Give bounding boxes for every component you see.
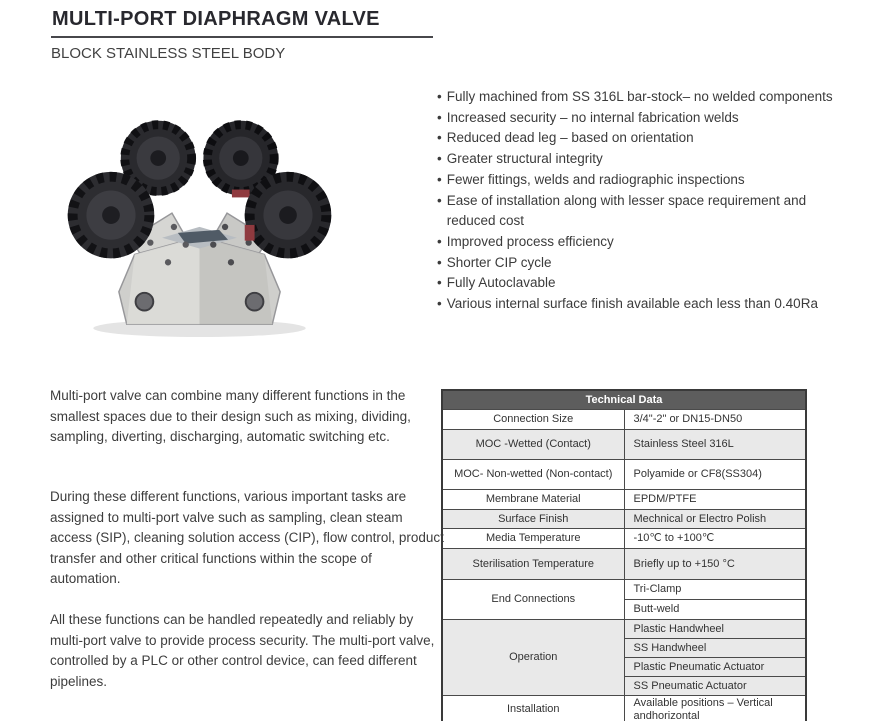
product-image	[52, 98, 347, 346]
feature-text: Greater structural integrity	[446, 151, 603, 167]
table-row	[442, 529, 806, 549]
table-row	[442, 490, 806, 510]
feature-item	[437, 191, 851, 232]
feature-text: Ease of installation along with lesser space requirement and reduced cost	[446, 192, 807, 229]
table-row	[442, 696, 806, 721]
feature-text: Reduced dead leg – based on orientation	[446, 130, 694, 146]
feature-item	[437, 128, 851, 149]
handwheel-knob	[68, 172, 155, 259]
row-value: Tri-Clamp	[624, 580, 806, 600]
feature-list	[437, 87, 851, 315]
feature-text: Fully Autoclavable	[446, 275, 556, 291]
table-row	[442, 549, 806, 580]
title-divider	[51, 36, 433, 38]
feature-item	[437, 108, 851, 129]
table-row	[442, 430, 806, 460]
row-value: SS Handwheel	[624, 639, 806, 658]
bullet-icon: •	[437, 171, 442, 187]
valve-illustration	[52, 98, 347, 346]
row-value: Polyamide or CF8(SS304)	[624, 460, 806, 490]
row-label: Media Temperature	[442, 529, 624, 549]
valve-port	[246, 293, 264, 311]
feature-text: Various internal surface finish available each less than 0.40Ra	[446, 296, 818, 312]
bullet-icon: •	[437, 296, 442, 312]
table-row	[442, 620, 806, 639]
feature-item	[437, 273, 851, 294]
valve-port	[136, 293, 154, 311]
feature-text: Shorter CIP cycle	[446, 254, 552, 270]
row-label: MOC -Wetted (Contact)	[442, 430, 624, 460]
feature-text: Fewer fittings, welds and radiographic inspections	[446, 171, 745, 187]
row-label: End Connections	[442, 580, 624, 620]
table-header-row	[442, 390, 806, 410]
bullet-icon: •	[437, 254, 442, 270]
row-label: Surface Finish	[442, 510, 624, 529]
bullet-icon: •	[437, 151, 442, 167]
feature-item	[437, 87, 851, 108]
table-row	[442, 580, 806, 600]
bullet-icon: •	[437, 109, 442, 125]
feature-item	[437, 294, 851, 315]
table-row	[442, 460, 806, 490]
bullet-icon: •	[437, 192, 442, 208]
bullet-icon: •	[437, 89, 442, 104]
table-row	[442, 510, 806, 529]
row-value: SS Pneumatic Actuator	[624, 677, 806, 696]
bullet-icon: •	[437, 233, 442, 249]
feature-item	[437, 149, 851, 170]
table-row	[442, 410, 806, 430]
row-label: Sterilisation Temperature	[442, 549, 624, 580]
row-label: MOC- Non-wetted (Non-contact)	[442, 460, 624, 490]
feature-item	[437, 170, 851, 191]
row-value: Available positions – Vertical andhorizontal	[624, 696, 806, 721]
bullet-icon: •	[437, 275, 442, 291]
row-value: Stainless Steel 316L	[624, 430, 806, 460]
paragraph-functions: Multi-port valve can combine many different functions in the smallest spaces due to their design such as mixing, dividing, sampling, diverting, discharging, automatic switching etc.	[50, 388, 411, 445]
feature-text: Fully machined from SS 316L bar-stock– no welded components	[446, 89, 833, 104]
row-label: Operation	[442, 620, 624, 696]
feature-item	[437, 253, 851, 274]
paragraph-reliability: All these functions can be handled repeatedly and reliably by multi-port valve to provide process security. The multi-port valve, controlled by a PLC or other control device, can feed different pipelines.	[50, 612, 435, 689]
table-title: Technical Data	[442, 390, 806, 410]
page-title: MULTI-PORT DIAPHRAGM VALVE	[52, 8, 380, 30]
row-label: Membrane Material	[442, 490, 624, 510]
handwheel-knob	[245, 172, 332, 259]
row-label: Installation	[442, 696, 624, 721]
row-value: Butt-weld	[624, 600, 806, 620]
feature-text: Improved process efficiency	[446, 233, 614, 249]
bullet-icon: •	[437, 130, 442, 146]
technical-data-table	[441, 389, 807, 721]
page-subtitle: BLOCK STAINLESS STEEL BODY	[51, 45, 286, 62]
row-label: Connection Size	[442, 410, 624, 430]
row-value: Plastic Handwheel	[624, 620, 806, 639]
feature-item	[437, 232, 851, 253]
paragraph-tasks: During these different functions, various important tasks are assigned to multi-port valve such as sampling, clean steam access (SIP), cleaning solution access (CIP), flow control, product transfer and other critical functions within the scope of automation.	[50, 489, 444, 587]
row-value: Mechnical or Electro Polish	[624, 510, 806, 529]
row-value: -10℃ to +100℃	[624, 529, 806, 549]
row-value: Plastic Pneumatic Actuator	[624, 658, 806, 677]
row-value: Briefly up to +150 °C	[624, 549, 806, 580]
row-value: 3/4"-2" or DN15-DN50	[624, 410, 806, 430]
feature-text: Increased security – no internal fabrication welds	[446, 109, 739, 125]
row-value: EPDM/PTFE	[624, 490, 806, 510]
